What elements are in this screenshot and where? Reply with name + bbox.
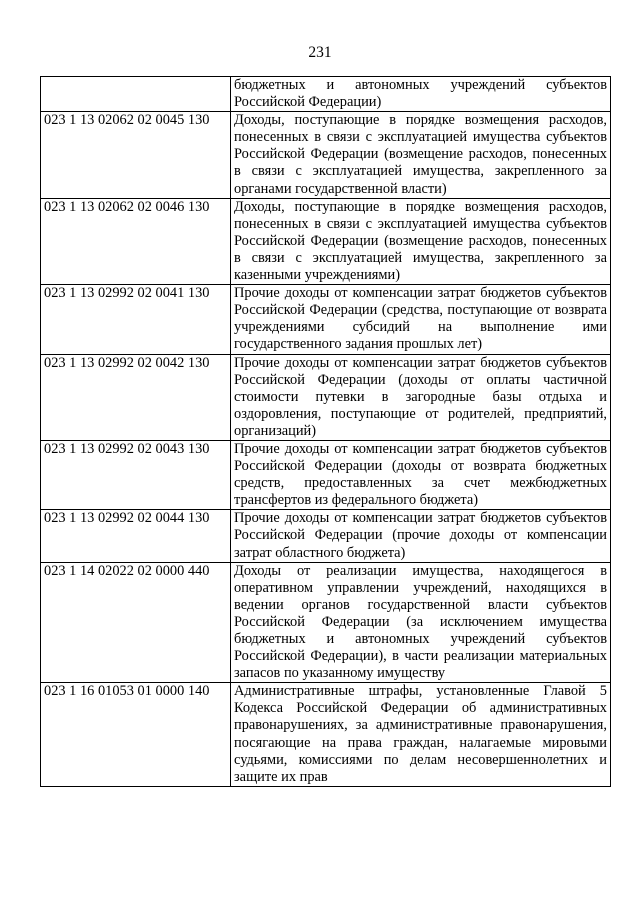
- code-cell: 023 1 16 01053 01 0000 140: [41, 683, 231, 787]
- table-row: [41, 440, 611, 509]
- description-cell: Прочие доходы от компенсации затрат бюджетов субъектов Российской Федерации (средства, поступающие от возврата учреждениями субсидий на выполнение ими государственного задания прошлых лет): [231, 285, 611, 354]
- description-cell: Прочие доходы от компенсации затрат бюджетов субъектов Российской Федерации (доходы от возврата бюджетных средств, предоставленных за счет межбюджетных трансфертов из федерального бюджета): [231, 440, 611, 509]
- table-row: [41, 285, 611, 354]
- page-number: 231: [308, 44, 332, 61]
- description-cell: Доходы от реализации имущества, находящегося в оперативном управлении учреждений, находящихся в ведении органов государственной власти субъектов Российской Федерации (за исключением имущества бюджетных и автономных учреждений субъектов Российской Федерации), в части реализации материальных запасов по указанному имуществу: [231, 562, 611, 683]
- code-cell: 023 1 13 02062 02 0045 130: [41, 112, 231, 198]
- code-cell: [41, 77, 231, 112]
- table-row: [41, 112, 611, 198]
- table-row: [41, 562, 611, 683]
- code-cell: 023 1 13 02992 02 0041 130: [41, 285, 231, 354]
- code-cell: 023 1 14 02022 02 0000 440: [41, 562, 231, 683]
- code-cell: 023 1 13 02062 02 0046 130: [41, 198, 231, 284]
- table-row: [41, 354, 611, 440]
- table-row: [41, 683, 611, 787]
- table-row: [41, 198, 611, 284]
- description-cell: Прочие доходы от компенсации затрат бюджетов субъектов Российской Федерации (доходы от оплаты частичной стоимости путевки в загородные базы отдыха и оздоровления, поступающие от родителей, предприятий, организаций): [231, 354, 611, 440]
- table-row: [41, 510, 611, 562]
- table-row: [41, 77, 611, 112]
- description-cell: Прочие доходы от компенсации затрат бюджетов субъектов Российской Федерации (прочие доходы от компенсации затрат областного бюджета): [231, 510, 611, 562]
- code-cell: 023 1 13 02992 02 0043 130: [41, 440, 231, 509]
- code-cell: 023 1 13 02992 02 0042 130: [41, 354, 231, 440]
- budget-classification-table: [40, 76, 611, 787]
- description-cell: Административные штрафы, установленные Главой 5 Кодекса Российской Федерации об административных правонарушениях, за административные правонарушения, посягающие на права граждан, налагаемые мировыми судьями, комиссиями по делам несовершеннолетних и защите их прав: [231, 683, 611, 787]
- description-cell: бюджетных и автономных учреждений субъектов Российской Федерации): [231, 77, 611, 112]
- code-cell: 023 1 13 02992 02 0044 130: [41, 510, 231, 562]
- description-cell: Доходы, поступающие в порядке возмещения расходов, понесенных в связи с эксплуатацией имущества субъектов Российской Федерации (возмещение расходов, понесенных в связи с эксплуатацией имущества, закрепленного за органами государственной власти): [231, 112, 611, 198]
- description-cell: Доходы, поступающие в порядке возмещения расходов, понесенных в связи с эксплуатацией имущества субъектов Российской Федерации (возмещение расходов, понесенных в связи с эксплуатацией имущества, закрепленного за казенными учреждениями): [231, 198, 611, 284]
